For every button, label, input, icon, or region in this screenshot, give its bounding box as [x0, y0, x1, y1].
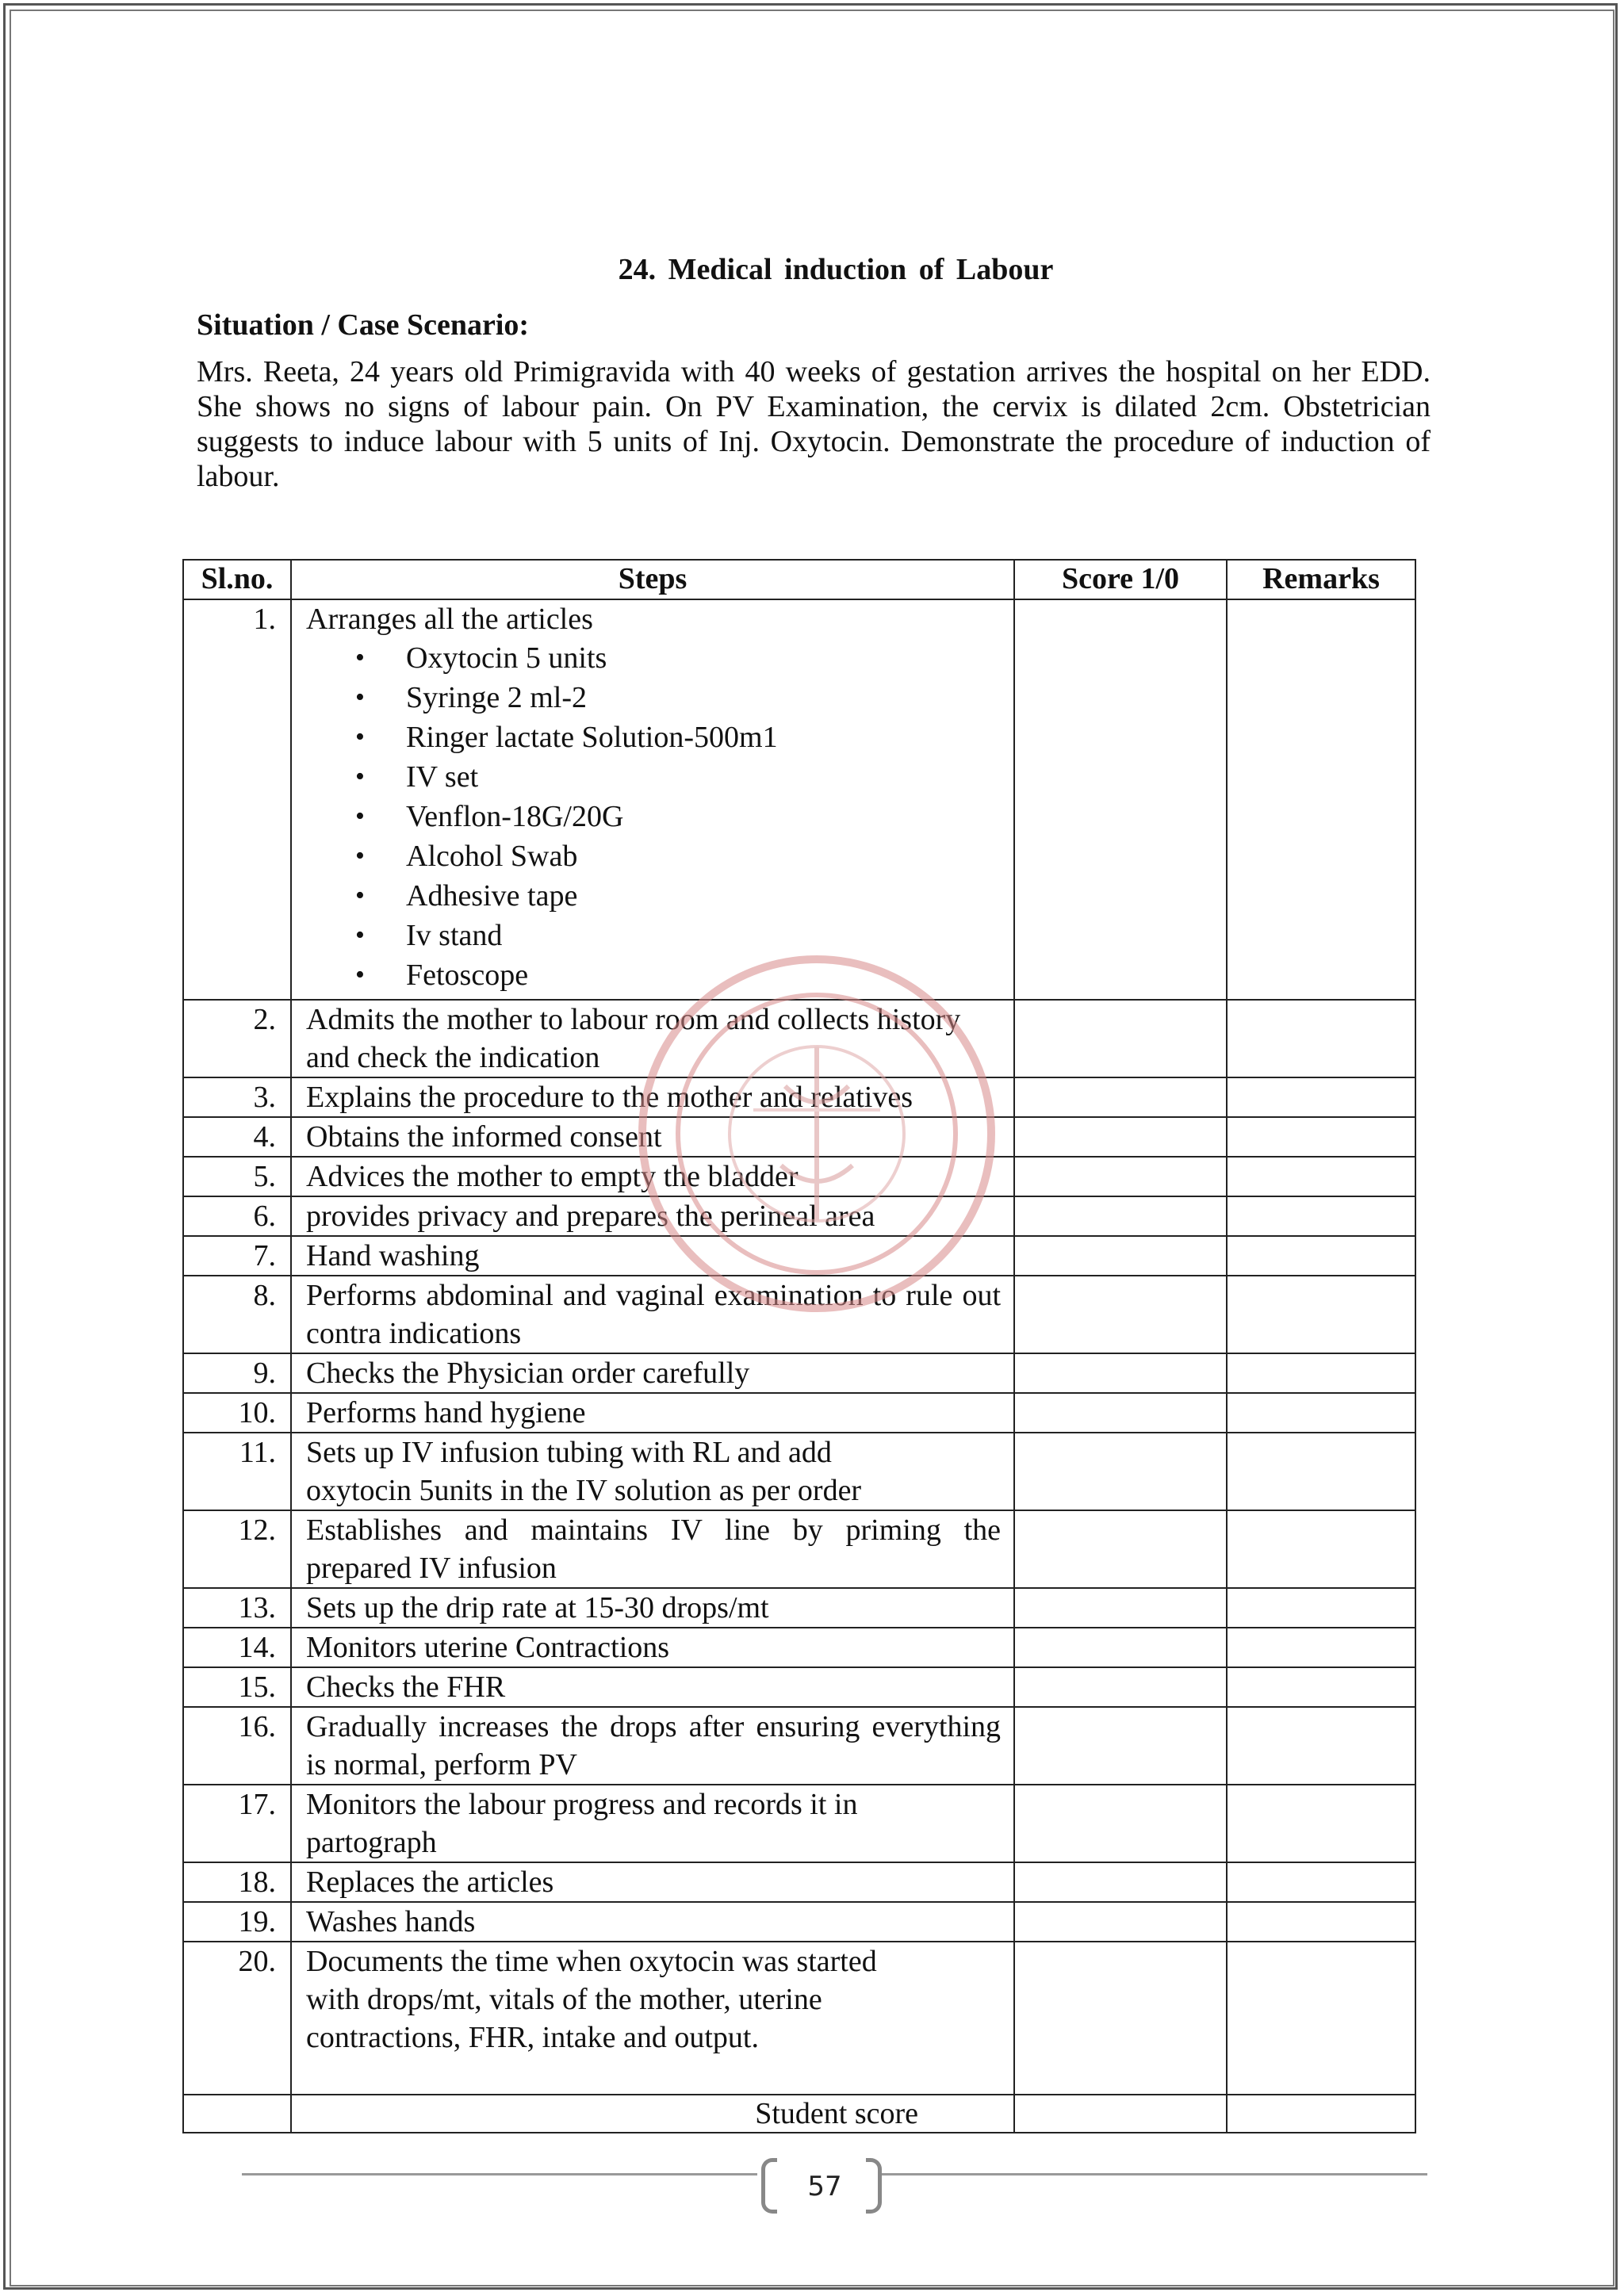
score-cell[interactable]	[1014, 1667, 1227, 1707]
remarks-cell[interactable]	[1227, 1077, 1415, 1117]
step-text: Advices the mother to empty the bladder	[291, 1157, 1014, 1196]
step-number: 4.	[183, 1117, 291, 1157]
remarks-cell[interactable]	[1227, 1942, 1415, 2095]
step-number: 2.	[183, 1000, 291, 1077]
remarks-cell[interactable]	[1227, 1117, 1415, 1157]
remarks-cell[interactable]	[1227, 1510, 1415, 1588]
remarks-cell[interactable]	[1227, 1785, 1415, 1862]
student-score-label: Student score	[291, 2095, 1014, 2133]
page-number-bracket-right	[866, 2158, 882, 2214]
step-number: 20.	[183, 1942, 291, 2095]
step-number: 9.	[183, 1353, 291, 1393]
step-number: 18.	[183, 1862, 291, 1902]
table-row	[183, 1902, 1415, 1942]
steps-table	[182, 559, 1416, 2133]
article-item: • Fetoscope	[306, 955, 1001, 995]
step-number: 19.	[183, 1902, 291, 1942]
score-cell[interactable]	[1014, 1433, 1227, 1510]
score-cell[interactable]	[1014, 1236, 1227, 1276]
table-row	[183, 1588, 1415, 1628]
step-text: Admits the mother to labour room and collects history and check the indication	[291, 1000, 1014, 1077]
step-text: Explains the procedure to the mother and relatives	[291, 1077, 1014, 1117]
step-text: Sets up IV infusion tubing with RL and add oxytocin 5units in the IV solution as per order	[291, 1433, 1014, 1510]
step-number: 3.	[183, 1077, 291, 1117]
score-cell[interactable]	[1014, 1276, 1227, 1353]
header-slno: Sl.no.	[183, 560, 291, 599]
step-number: 12.	[183, 1510, 291, 1588]
table-row	[183, 1000, 1415, 1077]
page-number: 57	[807, 2171, 842, 2202]
table-header-row	[183, 560, 1415, 599]
score-cell[interactable]	[1014, 1000, 1227, 1077]
article-item: • Syringe 2 ml-2	[306, 678, 1001, 718]
step-number: 14.	[183, 1628, 291, 1667]
step-number: 17.	[183, 1785, 291, 1862]
step-number: 8.	[183, 1276, 291, 1353]
score-cell[interactable]	[1014, 1393, 1227, 1433]
step-number: 15.	[183, 1667, 291, 1707]
table-row	[183, 1628, 1415, 1667]
score-cell[interactable]	[1014, 1510, 1227, 1588]
footer-rule-right	[880, 2173, 1427, 2175]
footer-rule-left	[242, 2173, 757, 2175]
score-cell[interactable]	[1014, 1196, 1227, 1236]
remarks-cell[interactable]	[1227, 1433, 1415, 1510]
article-item: • IV set	[306, 757, 1001, 797]
table-row	[183, 1707, 1415, 1785]
student-score-cell[interactable]	[1014, 2095, 1227, 2133]
remarks-cell[interactable]	[1227, 1628, 1415, 1667]
header-remarks: Remarks	[1227, 560, 1415, 599]
table-row	[183, 1276, 1415, 1353]
step-text: Documents the time when oxytocin was started with drops/mt, vitals of the mother, uterine contractions, FHR, intake and output.	[291, 1942, 1014, 2095]
article-item: • Ringer lactate Solution-500m1	[306, 718, 1001, 757]
step-text	[291, 599, 1014, 1000]
score-cell[interactable]	[1014, 599, 1227, 1000]
remarks-cell[interactable]	[1227, 1000, 1415, 1077]
table-row	[183, 1667, 1415, 1707]
table-row	[183, 1393, 1415, 1433]
article-item: • Oxytocin 5 units	[306, 638, 1001, 678]
remarks-cell[interactable]	[1227, 1902, 1415, 1942]
remarks-cell[interactable]	[1227, 599, 1415, 1000]
remarks-cell[interactable]	[1227, 1196, 1415, 1236]
article-item: • Alcohol Swab	[306, 836, 1001, 876]
step-number: 6.	[183, 1196, 291, 1236]
score-cell[interactable]	[1014, 1628, 1227, 1667]
remarks-cell[interactable]	[1227, 1588, 1415, 1628]
step-text: Performs hand hygiene	[291, 1393, 1014, 1433]
remarks-cell[interactable]	[1227, 1236, 1415, 1276]
step-text: Gradually increases the drops after ensuring everything is normal, perform PV	[291, 1707, 1014, 1785]
table-row	[183, 1236, 1415, 1276]
score-cell[interactable]	[1014, 1942, 1227, 2095]
table-row	[183, 1117, 1415, 1157]
step-text: provides privacy and prepares the perineal area	[291, 1196, 1014, 1236]
score-cell[interactable]	[1014, 1157, 1227, 1196]
remarks-cell[interactable]	[1227, 1157, 1415, 1196]
remarks-cell[interactable]	[1227, 1862, 1415, 1902]
score-cell[interactable]	[1014, 1707, 1227, 1785]
remarks-cell[interactable]	[1227, 1707, 1415, 1785]
table-row	[183, 1077, 1415, 1117]
article-item: • Venflon-18G/20G	[306, 797, 1001, 836]
step-text: Establishes and maintains IV line by priming the prepared IV infusion	[291, 1510, 1014, 1588]
step-text: Sets up the drip rate at 15-30 drops/mt	[291, 1588, 1014, 1628]
score-cell[interactable]	[1014, 1902, 1227, 1942]
score-cell[interactable]	[1014, 1862, 1227, 1902]
table-row	[183, 1157, 1415, 1196]
table-row	[183, 1862, 1415, 1902]
student-remarks-cell[interactable]	[1227, 2095, 1415, 2133]
header-score: Score 1/0	[1014, 560, 1227, 599]
article-item: • Adhesive tape	[306, 876, 1001, 916]
student-score-row	[183, 2095, 1415, 2133]
step-text: Replaces the articles	[291, 1862, 1014, 1902]
table-row	[183, 1353, 1415, 1393]
empty-cell	[183, 2095, 291, 2133]
remarks-cell[interactable]	[1227, 1353, 1415, 1393]
step-text: Performs abdominal and vaginal examination to rule out contra indications	[291, 1276, 1014, 1353]
step-number: 5.	[183, 1157, 291, 1196]
articles-heading: Arranges all the articles	[306, 603, 593, 636]
table-row	[183, 1785, 1415, 1862]
step-number: 1.	[183, 599, 291, 1000]
score-cell[interactable]	[1014, 1077, 1227, 1117]
score-cell[interactable]	[1014, 1353, 1227, 1393]
step-text: Obtains the informed consent	[291, 1117, 1014, 1157]
remarks-cell[interactable]	[1227, 1393, 1415, 1433]
remarks-cell[interactable]	[1227, 1276, 1415, 1353]
step-number: 16.	[183, 1707, 291, 1785]
step-text: Checks the Physician order carefully	[291, 1353, 1014, 1393]
step-number: 11.	[183, 1433, 291, 1510]
step-number: 7.	[183, 1236, 291, 1276]
score-cell[interactable]	[1014, 1117, 1227, 1157]
table-row	[183, 1433, 1415, 1510]
step-text: Hand washing	[291, 1236, 1014, 1276]
table-row	[183, 1942, 1415, 2095]
scenario-text: Mrs. Reeta, 24 years old Primigravida with 40 weeks of gestation arrives the hospital on her EDD. She shows no signs of labour pain. On PV Examination, the cervix is dilated 2cm. Obstetrician suggests to induce labour with 5 units of Inj. Oxytocin. Demonstrate the procedure of induction of labour.	[197, 355, 1431, 493]
table-row	[183, 1196, 1415, 1236]
page-title: 24. Medical induction of Labour	[618, 253, 1054, 286]
table-row	[183, 599, 1415, 1000]
score-cell[interactable]	[1014, 1785, 1227, 1862]
page-number-bracket-left	[761, 2158, 777, 2214]
step-number: 10.	[183, 1393, 291, 1433]
step-number: 13.	[183, 1588, 291, 1628]
header-steps: Steps	[291, 560, 1014, 599]
step-text: Washes hands	[291, 1902, 1014, 1942]
step-text: Monitors the labour progress and records it in partograph	[291, 1785, 1014, 1862]
remarks-cell[interactable]	[1227, 1667, 1415, 1707]
score-cell[interactable]	[1014, 1588, 1227, 1628]
scenario-label: Situation / Case Scenario:	[197, 308, 530, 342]
table-row	[183, 1510, 1415, 1588]
step-text: Checks the FHR	[291, 1667, 1014, 1707]
article-item: • Iv stand	[306, 916, 1001, 955]
articles-list	[306, 638, 1001, 995]
step-text: Monitors uterine Contractions	[291, 1628, 1014, 1667]
